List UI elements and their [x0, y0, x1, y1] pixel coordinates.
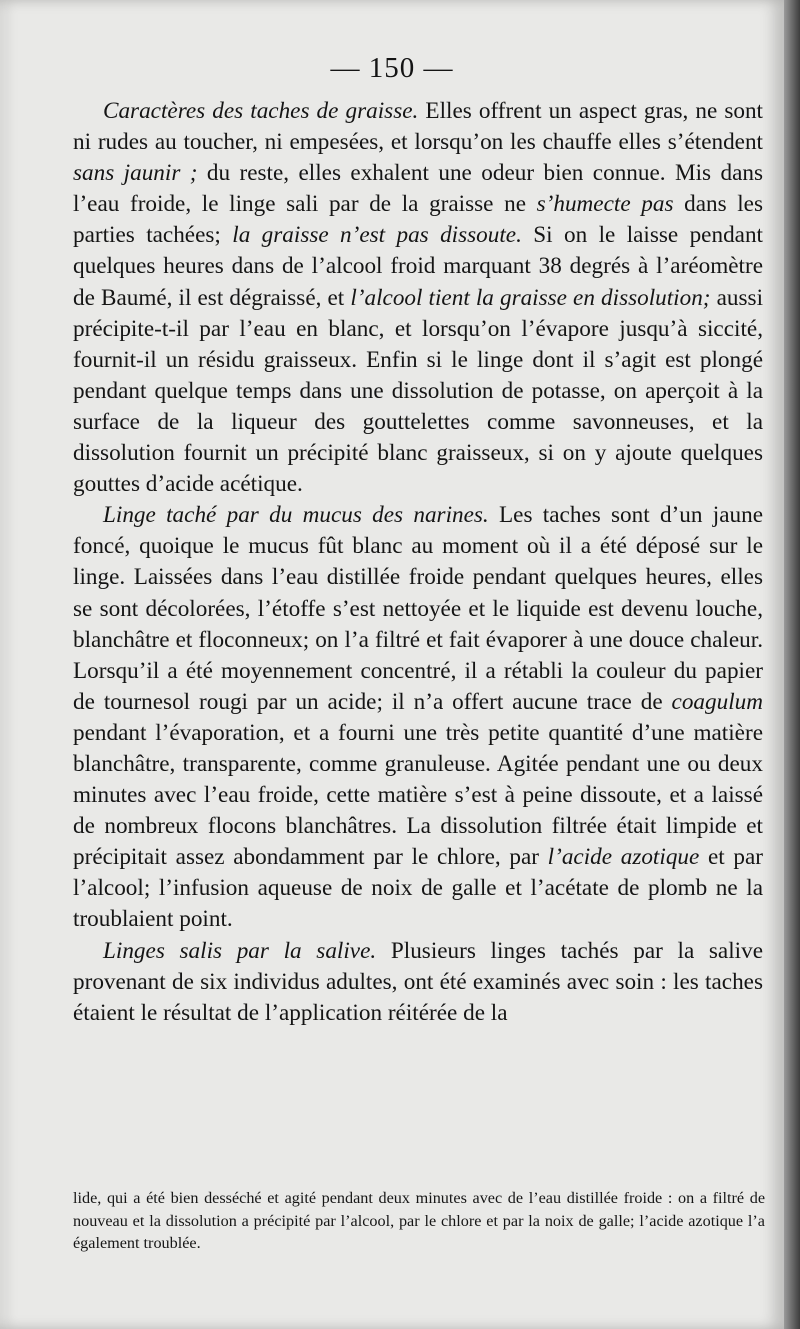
section-heading: Linge taché par du mucus des narines. [103, 502, 489, 529]
section-heading: Linges salis par la salive. [103, 937, 377, 964]
section-heading: Caractères des taches de graisse. [103, 98, 419, 124]
italic-run: la graisse n’est pas dissoute. [232, 222, 522, 249]
footnote [73, 1187, 765, 1255]
paragraph-nasal-mucus [73, 500, 763, 935]
footnote-text: lide, qui a été bien desséché et agité pendant deux minutes avec de l’eau distillée froide : on a filtré de nouveau et la dissolution a précipité par l’alcool, par le chlore et par la noix de galle; l’acide azotique l’a également troublée. [73, 1189, 765, 1253]
italic-run: s’humecte pas [536, 191, 674, 218]
text-run: aussi précipite-t-il par l’eau en blanc, et lorsqu’on l’évapore jusqu’à siccité, fournit-il un résidu graisseux. Enfin si le linge dont il s’agit est plongé pendant quelque temps dans une dissolution de potasse, on aperçoit à la surface de la liqueur des gouttelettes comme savonneuses, et la dissolution fournit un précipité blanc graisseux, si on y ajoute quelques gouttes d’acide acétique. [73, 284, 764, 498]
italic-run: l’acide azotique [547, 844, 700, 871]
text-run: et par l’alcool; l’infusion aqueuse de noix de galle et l’acétate de plomb ne la troublaient point. [73, 844, 764, 933]
text-run: du reste, elles exhalent une odeur bien connue. Mis dans l’eau froide, le linge sali par de la graisse ne [73, 160, 763, 218]
text-run: Les taches sont d’un jaune foncé, quoique le mucus fût blanc au moment où il a été déposé sur le linge. Laissées dans l’eau distillée froide pendant quelques heures, elles se sont décolorées, l’étoffe s’est nettoyée et le liquide est devenu louche, blanchâtre et floconneux; on l’a filtré et fait évaporer à une douce chaleur. Lorsqu’il a été moyennement concentré, il a rétabli la couleur du papier de tournesol rougi par un acide; il n’a offert aucune trace de [73, 502, 763, 715]
text-run: Elles offrent un aspect gras, ne sont ni rudes au toucher, ni empesées, et lorsqu’on les chauffe elles s’étendent [73, 98, 763, 156]
paragraph-grease-stains [73, 96, 763, 500]
page-number: — 150 — [330, 52, 454, 84]
text-run: Si on le laisse pendant quelques heures dans de l’alcool froid marquant 38 degrés à l’aréomètre de Baumé, il est dégraissé, et [73, 222, 763, 311]
page-edge-shadow [784, 0, 800, 1329]
text-run: dans les parties tachées; [73, 191, 763, 249]
text-run: Plusieurs linges tachés par la salive provenant de six individus adultes, ont été examinés avec soin : les taches étaient le résultat de l’application réitérée de la [73, 937, 763, 1026]
italic-run: coagulum [671, 688, 763, 715]
italic-run: l’alcool tient la graisse en dissolution; [350, 284, 711, 311]
body-text [73, 96, 763, 1029]
italic-run: sans jaunir ; [73, 160, 198, 187]
text-run: pendant l’évaporation, et a fourni une très petite quantité d’une matière blanchâtre, transparente, comme granuleuse. Agitée pendant une ou deux minutes avec l’eau froide, cette matière s’est à peine dissoute, et a laissé de nombreux flocons blanchâtres. La dissolution filtrée était limpide et précipitait assez abondamment par le chlore, par [73, 719, 763, 871]
paragraph-saliva [73, 936, 763, 1029]
